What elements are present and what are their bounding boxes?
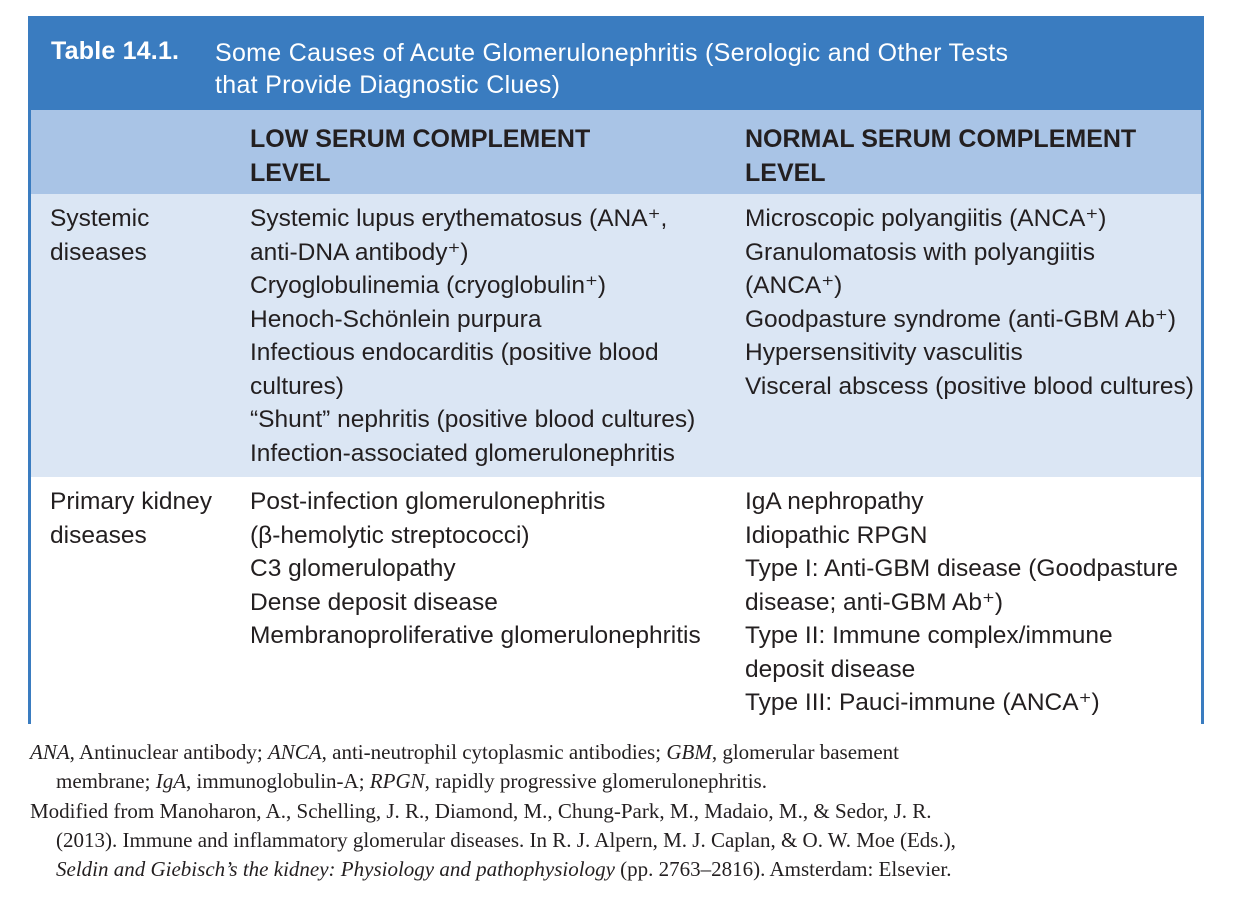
abbrev-term: ANCA bbox=[267, 740, 322, 764]
row-category-systemic: Systemic diseases bbox=[50, 205, 150, 266]
abbrev-def: membrane; bbox=[56, 769, 156, 793]
header-normal-complement: NORMAL SERUM COMPLEMENT LEVEL bbox=[745, 125, 1137, 187]
abbreviations-footnote bbox=[30, 738, 1230, 796]
cell-systemic-low: Systemic lupus erythematosus (ANA⁺, anti-DNA antibody⁺) Cryoglobulinemia (cryoglobulin⁺) Henoch-Schönlein purpura Infectious endocarditis (positive blood cultures) “Shunt” nephritis (positive blood cultures) Infection-associated glomerulonephritis bbox=[250, 205, 696, 467]
table-label: Table 14.1. bbox=[51, 37, 180, 65]
abbrev-line-2 bbox=[30, 767, 1230, 796]
abbrev-line-1 bbox=[30, 738, 1230, 767]
abbrev-term: ANA bbox=[30, 740, 70, 764]
table-title-line-1: Some Causes of Acute Glomerulonephritis (Serologic and Other Tests bbox=[215, 39, 1009, 67]
table bbox=[28, 16, 1204, 724]
row-category-primary-kidney: Primary kidney diseases bbox=[50, 488, 213, 549]
abbrev-def: , Antinuclear antibody; bbox=[69, 740, 268, 764]
abbrev-def: , immunoglobulin-A; bbox=[186, 769, 370, 793]
abbrev-term: GBM bbox=[666, 740, 712, 764]
source-line-2: (2013). Immune and inflammatory glomerular diseases. In R. J. Alpern, M. J. Caplan, & O. W. Moe (Eds.), bbox=[56, 828, 956, 852]
header-low-complement: LOW SERUM COMPLEMENT LEVEL bbox=[250, 125, 591, 187]
abbrev-def: , glomerular basement bbox=[711, 740, 900, 764]
source-book-title: Seldin and Giebisch’s the kidney: Physiology and pathophysiology bbox=[56, 857, 615, 881]
table-header-row bbox=[31, 110, 1201, 194]
cell-primary-low: Post-infection glomerulonephritis (β-hemolytic streptococci) C3 glomerulopathy Dense deposit disease Membranoproliferative glomerulonephritis bbox=[250, 488, 701, 649]
table-title bbox=[215, 37, 1175, 101]
table-row bbox=[31, 477, 1201, 724]
cell-systemic-normal: Microscopic polyangiitis (ANCA⁺) Granulomatosis with polyangiitis (ANCA⁺) Goodpasture syndrome (anti-GBM Ab⁺) Hypersensitivity vasculitis Visceral abscess (positive blood cultures) bbox=[745, 205, 1194, 400]
abbrev-term: IgA bbox=[155, 769, 187, 793]
source-line-3 bbox=[30, 855, 1230, 884]
source-tail: (pp. 2763–2816). Amsterdam: Elsevier. bbox=[614, 857, 952, 881]
abbrev-term: RPGN bbox=[369, 769, 425, 793]
cell-primary-normal: IgA nephropathy Idiopathic RPGN Type I: Anti-GBM disease (Goodpasture disease; anti-GBM Ab⁺) Type II: Immune complex/immune deposit disease Type III: Pauci-immune (ANCA⁺) bbox=[745, 488, 1179, 716]
table-title-line-2: that Provide Diagnostic Clues) bbox=[215, 71, 561, 99]
abbrev-def: , anti-neutrophil cytoplasmic antibodies; bbox=[321, 740, 667, 764]
abbrev-def: , rapidly progressive glomerulonephritis. bbox=[424, 769, 767, 793]
table-title-bar bbox=[31, 19, 1201, 110]
source-line-1: Modified from Manoharon, A., Schelling, J. R., Diamond, M., Chung-Park, M., Madaio, M., & Sedor, J. R. bbox=[30, 799, 932, 823]
table-row bbox=[31, 194, 1201, 477]
source-footnote bbox=[30, 797, 1230, 884]
